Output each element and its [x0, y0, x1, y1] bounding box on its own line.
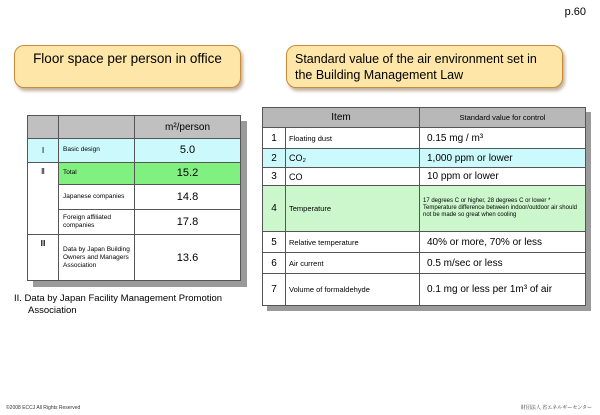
row-item: Volume of formaldehyde: [286, 274, 420, 306]
table-row: [263, 253, 586, 274]
left-title: Floor space per person in office: [14, 45, 241, 88]
row-num: Ⅰ: [28, 139, 59, 162]
floor-space-table: [27, 115, 241, 281]
source-note-line2: Association: [28, 305, 77, 316]
table-row: [28, 210, 241, 235]
table-row: [28, 235, 241, 281]
row-item: CO₂: [286, 149, 420, 168]
row-value: 40% or more, 70% or less: [420, 232, 586, 253]
row-num: 2: [263, 149, 286, 168]
table-row: [263, 128, 586, 149]
row-num: 1: [263, 128, 286, 149]
table-row: [263, 149, 586, 168]
table-row: [28, 139, 241, 162]
row-num: 5: [263, 232, 286, 253]
row-label: Foreign affiliated companies: [59, 210, 135, 235]
row-value: 17.8: [135, 210, 241, 235]
row-label: Japanese companies: [59, 184, 135, 209]
air-environment-table: [262, 107, 586, 306]
row-num: Ⅱ: [28, 162, 59, 235]
row-item: Air current: [286, 253, 420, 274]
header-blank-num: [28, 116, 59, 139]
row-value: 10 ppm or lower: [420, 168, 586, 186]
left-table-wrapper: [27, 115, 241, 281]
table-row: [28, 162, 241, 184]
source-note: [14, 293, 274, 317]
row-label: Basic design: [59, 139, 135, 162]
table-row: [28, 184, 241, 209]
row-num: Ⅲ: [28, 235, 59, 281]
table-row: [263, 232, 586, 253]
copyright: ©2008 ECCJ All Rights Reserved: [6, 405, 81, 411]
row-value: 0.5 m/sec or less: [420, 253, 586, 274]
row-label: Total: [59, 162, 135, 184]
row-item: Temperature: [286, 186, 420, 232]
row-value: 5.0: [135, 139, 241, 162]
row-value: 0.15 mg / m³: [420, 128, 586, 149]
row-num: 7: [263, 274, 286, 306]
row-label: Data by Japan Building Owners and Managers Association: [59, 235, 135, 281]
header-unit: m²/person: [135, 116, 241, 139]
row-value: 17 degrees C or higher, 28 degrees C or lower * Temperature difference between indoor/outdoor air should not be made so great when cooling: [420, 186, 586, 232]
page-number: p.60: [564, 6, 586, 18]
row-item: Relative temperature: [286, 232, 420, 253]
table-row: [263, 168, 586, 186]
row-value: 13.6: [135, 235, 241, 281]
table-row: [263, 274, 586, 306]
header-blank-label: [59, 116, 135, 139]
row-item: Floating dust: [286, 128, 420, 149]
header-item: Item: [263, 108, 420, 128]
row-value: 1,000 ppm or lower: [420, 149, 586, 168]
row-num: 3: [263, 168, 286, 186]
row-num: 4: [263, 186, 286, 232]
right-title: Standard value of the air environment set in the Building Management Law: [286, 45, 563, 88]
row-value: 0.1 mg or less per 1m³ of air: [420, 274, 586, 306]
organization-logo-text: 財団法人 省エネルギーセンター: [520, 405, 592, 411]
source-note-line1: II. Data by Japan Facility Management Promotion: [14, 293, 223, 304]
row-value: 14.8: [135, 184, 241, 209]
row-item: CO: [286, 168, 420, 186]
table-row: [263, 186, 586, 232]
row-value: 15.2: [135, 162, 241, 184]
row-num: 6: [263, 253, 286, 274]
header-value: Standard value for control: [420, 108, 586, 128]
